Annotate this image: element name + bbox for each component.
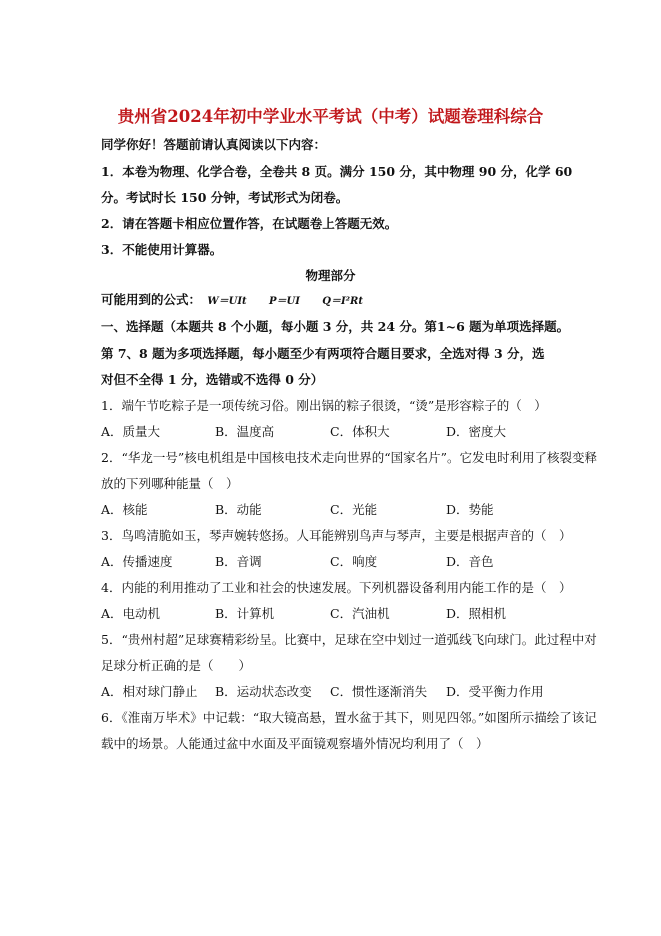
option: C．光能	[330, 502, 378, 517]
option: A．电动机	[101, 606, 161, 621]
question-stem: 5．“贵州村超”足球赛精彩纷呈。比赛中，足球在空中划过一道弧线飞向球门。此过程中对	[101, 632, 597, 647]
question-stem: 3．鸟鸣清脆如玉，琴声婉转悠扬。人耳能辨别鸟声与琴声，主要是根据声音的（ ）	[101, 528, 572, 543]
option: B．计算机	[215, 606, 275, 621]
option: D．音色	[446, 554, 494, 569]
formula-row	[101, 292, 363, 310]
question-stem: 足球分析正确的是（ ）	[101, 658, 252, 673]
option: B．温度高	[215, 424, 275, 439]
option: A．核能	[101, 502, 148, 517]
instruction-line: 分。考试时长 150 分钟，考试形式为闭卷。	[101, 190, 349, 205]
formula-label: 可能用到的公式：	[101, 292, 202, 307]
option: D．密度大	[446, 424, 507, 439]
question-stem: 载中的场景。人能通过盆中水面及平面镜观察墙外情况均利用了（ ）	[101, 736, 489, 751]
option: A．质量大	[101, 424, 161, 439]
option: A．相对球门静止	[101, 684, 198, 699]
option: C．体积大	[330, 424, 390, 439]
part-heading-line: 对但不全得 1 分，选错或不选得 0 分）	[101, 372, 324, 387]
option: C．响度	[330, 554, 378, 569]
option: D．照相机	[446, 606, 507, 621]
option: B．音调	[215, 554, 262, 569]
option: A．传播速度	[101, 554, 173, 569]
option: C．惯性逐渐消失	[330, 684, 428, 699]
question-stem: 2．“华龙一号”核电机组是中国核电技术走向世界的“国家名片”。它发电时利用了核裂变释	[101, 450, 598, 465]
instruction-line: 1．本卷为物理、化学合卷，全卷共 8 页。满分 150 分，其中物理 90 分，化学 60	[101, 164, 573, 179]
question-stem: 4．内能的利用推动了工业和社会的快速发展。下列机器设备利用内能工作的是（ ）	[101, 580, 572, 595]
section-title: 物理部分	[305, 268, 356, 283]
option: B．运动状态改变	[215, 684, 312, 699]
instruction-line: 3．不能使用计算器。	[101, 242, 223, 257]
formula: Q＝I²Rt	[322, 296, 363, 307]
formula: W＝UIt	[207, 296, 247, 307]
greeting: 同学你好！答题前请认真阅读以下内容：	[101, 137, 327, 152]
instruction-line: 2．请在答题卡相应位置作答，在试题卷上答题无效。	[101, 216, 398, 231]
formula: P＝UI	[268, 296, 300, 307]
option: B．动能	[215, 502, 262, 517]
question-stem: 1．端午节吃粽子是一项传统习俗。刚出锅的粽子很烫，“烫”是形容粽子的（ ）	[101, 398, 547, 413]
question-stem: 6．《淮南万毕术》中记载：“取大镜高悬，置水盆于其下，则见四邻。”如图所示描绘了该记	[101, 710, 597, 725]
part-heading-line: 一、选择题（本题共 8 个小题，每小题 3 分，共 24 分。第1~6 题为单项选择题。	[101, 319, 570, 334]
part-heading-line: 第 7、8 题为多项选择题，每小题至少有两项符合题目要求，全选对得 3 分，选	[101, 346, 545, 361]
option: D．受平衡力作用	[446, 684, 544, 699]
exam-title: 贵州省2024年初中学业水平考试（中考）试题卷理科综合	[117, 107, 544, 126]
question-stem: 放的下列哪种能量（ ）	[101, 476, 239, 491]
option: D．势能	[446, 502, 494, 517]
option: C．汽油机	[330, 606, 390, 621]
